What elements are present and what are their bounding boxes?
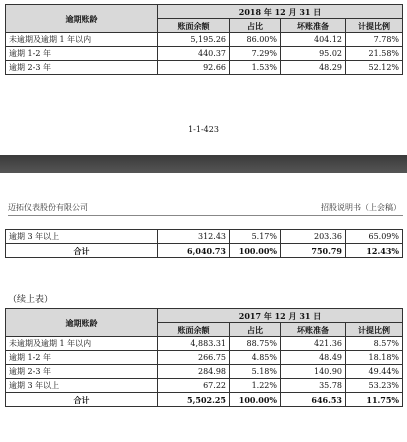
cell-reserve: 140.90: [281, 365, 346, 379]
cell-ratio: 49.44%: [346, 365, 403, 379]
cell-ratio: 18.18%: [346, 351, 403, 365]
col-reserve: 坏账准备: [281, 19, 346, 33]
col-balance: 账面余额: [158, 323, 230, 337]
total-row: [6, 244, 403, 258]
table-row: [6, 33, 403, 47]
cell-balance: 92.66: [158, 61, 230, 75]
total-row: [6, 393, 403, 407]
cell-reserve: 48.49: [281, 351, 346, 365]
page-break-band: [0, 155, 407, 173]
total-pct: 100.00%: [230, 393, 281, 407]
total-reserve: 750.79: [281, 244, 346, 258]
col-pct: 占比: [230, 323, 281, 337]
cell-pct: 7.29%: [230, 47, 281, 61]
total-reserve: 646.53: [281, 393, 346, 407]
page-header-company: 迈拓仪表股份有限公司: [8, 203, 88, 212]
aging-table-2017: [5, 308, 403, 407]
cell-balance: 284.98: [158, 365, 230, 379]
total-balance: 6,040.73: [158, 244, 230, 258]
table-row: [6, 230, 403, 244]
header-date: 2018 年 12 月 31 日: [158, 5, 403, 19]
header-date: 2017 年 12 月 31 日: [158, 309, 403, 323]
cell-ratio: 8.57%: [346, 337, 403, 351]
total-ratio: 11.75%: [346, 393, 403, 407]
cell-pct: 1.53%: [230, 61, 281, 75]
aging-table-2018-continued: [5, 229, 403, 258]
header-aging-label: 逾期账龄: [6, 309, 158, 337]
row-label: 未逾期及逾期 1 年以内: [6, 337, 158, 351]
total-pct: 100.00%: [230, 244, 281, 258]
cell-reserve: 35.78: [281, 379, 346, 393]
cell-balance: 440.37: [158, 47, 230, 61]
table-row: [6, 379, 403, 393]
table-row: [6, 337, 403, 351]
col-pct: 占比: [230, 19, 281, 33]
row-label: 逾期 3 年以上: [6, 379, 158, 393]
cell-balance: 67.22: [158, 379, 230, 393]
cell-balance: 266.75: [158, 351, 230, 365]
table-row: [6, 47, 403, 61]
page-header-doc: 招股说明书（上会稿）: [321, 203, 401, 212]
continued-label: （续上表）: [8, 295, 54, 305]
cell-reserve: 404.12: [281, 33, 346, 47]
table-row: [6, 365, 403, 379]
header-aging-label: 逾期账龄: [6, 5, 158, 33]
cell-reserve: 421.36: [281, 337, 346, 351]
row-label: 逾期 1-2 年: [6, 47, 158, 61]
cell-balance: 312.43: [158, 230, 230, 244]
page-header-divider: [8, 215, 403, 216]
cell-balance: 5,195.26: [158, 33, 230, 47]
total-label: 合计: [6, 244, 158, 258]
cell-ratio: 65.09%: [346, 230, 403, 244]
cell-pct: 1.22%: [230, 379, 281, 393]
row-label: 逾期 3 年以上: [6, 230, 158, 244]
aging-table-2018: [5, 4, 403, 75]
cell-ratio: 21.58%: [346, 47, 403, 61]
total-balance: 5,502.25: [158, 393, 230, 407]
cell-pct: 86.00%: [230, 33, 281, 47]
cell-pct: 5.18%: [230, 365, 281, 379]
total-ratio: 12.43%: [346, 244, 403, 258]
col-reserve: 坏账准备: [281, 323, 346, 337]
row-label: 逾期 2-3 年: [6, 61, 158, 75]
col-ratio: 计提比例: [346, 323, 403, 337]
col-balance: 账面余额: [158, 19, 230, 33]
cell-balance: 4,883.31: [158, 337, 230, 351]
row-label: 逾期 2-3 年: [6, 365, 158, 379]
table-row: [6, 61, 403, 75]
cell-pct: 4.85%: [230, 351, 281, 365]
cell-reserve: 95.02: [281, 47, 346, 61]
cell-reserve: 48.29: [281, 61, 346, 75]
cell-ratio: 52.12%: [346, 61, 403, 75]
table-row: [6, 351, 403, 365]
col-ratio: 计提比例: [346, 19, 403, 33]
row-label: 未逾期及逾期 1 年以内: [6, 33, 158, 47]
row-label: 逾期 1-2 年: [6, 351, 158, 365]
cell-pct: 88.75%: [230, 337, 281, 351]
cell-ratio: 53.23%: [346, 379, 403, 393]
cell-ratio: 7.78%: [346, 33, 403, 47]
page-number: 1-1-423: [188, 125, 219, 134]
cell-reserve: 203.36: [281, 230, 346, 244]
cell-pct: 5.17%: [230, 230, 281, 244]
total-label: 合计: [6, 393, 158, 407]
